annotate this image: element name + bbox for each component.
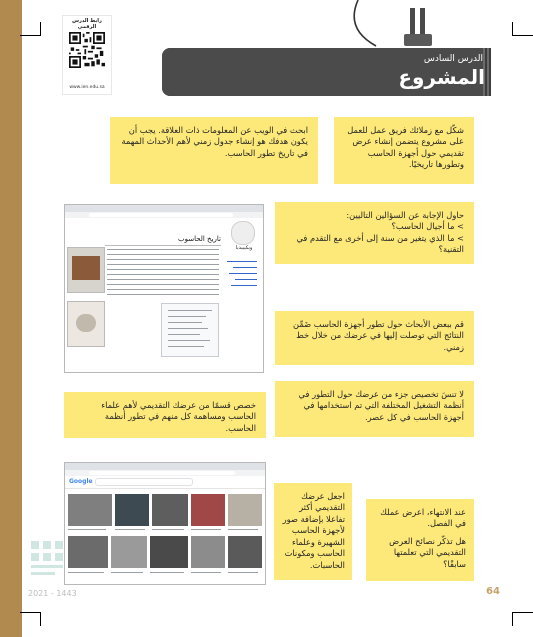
- result-image: [191, 494, 225, 526]
- result-image: [68, 536, 108, 568]
- note-interactive: اجعل عرضك التقديمي أكثر تفاعلا بإضافة صور لأجهزة الحاسب الشهيرة وعلماء الحاسب ومكونات الحاسبات.: [274, 483, 352, 580]
- note-questions: [275, 202, 474, 264]
- question-generations: > ما أجيال الحاسب؟: [391, 221, 464, 232]
- note-research-web: ابحث في الويب عن المعلومات ذات العلاقة. يجب أن يكون هدفك هو إنشاء جدول زمني لأهم الأحداث المهمة في تاريخ تطور الحاسب.: [110, 117, 318, 184]
- page-number: 64: [486, 586, 500, 597]
- crop-mark: [20, 35, 40, 36]
- lesson-number: الدرس السادس: [423, 54, 483, 64]
- google-images-screenshot: [64, 462, 266, 585]
- note-timeline: قم ببعض الأبحاث حول تطور أجهزة الحاسب ضَمِّن النتائج التي توصلت إليها في عرضك من خلال خط زمني.: [275, 311, 474, 365]
- crop-mark: [40, 612, 41, 626]
- google-logo: Google: [69, 478, 93, 485]
- digital-lesson-qr[interactable]: [62, 15, 112, 95]
- side-strip: [0, 0, 22, 637]
- ministry-logo-icon: [27, 537, 67, 585]
- edition-year: 2021 - 1443: [28, 589, 77, 598]
- result-image: [228, 494, 262, 526]
- note-operating-systems: لا تنسَ تخصيص جزء من عرضك حول التطور في أنظمة التشغيل المختلفة التي تم استخدامها في أجهزة الحاسب في كل عصر.: [275, 381, 474, 437]
- result-image: [191, 536, 225, 568]
- question-changes: > ما الذي يتغير من سنة إلى أخرى مع التقدم في التقنية؟: [296, 232, 464, 255]
- wikipedia-logo-text: ويكيبيديا: [235, 245, 253, 251]
- crop-mark: [40, 22, 41, 36]
- result-image: [150, 536, 188, 568]
- wikipedia-globe-icon: [231, 221, 255, 245]
- note-scientists: خصص قسمًا من عرضك التقديمي لأهم علماء الحاسب ومساهمة كل منهم في تطور أنظمة الحاسب.: [64, 392, 266, 438]
- result-image: [68, 494, 112, 526]
- table-of-contents: [161, 303, 219, 357]
- crop-mark: [513, 612, 533, 613]
- result-image: [152, 494, 188, 526]
- result-image: [115, 494, 149, 526]
- lesson-title: المشروع: [398, 65, 485, 89]
- questions-intro: حاول الإجابة عن السؤالين التاليين:: [346, 210, 464, 220]
- vintage-machine-image: [67, 247, 105, 293]
- note-present: عند الانتهاء، اعرض عملك في الفصل. هل تذكّر نصائح العرض التقديمي التي تعلمتها سابقًا؟: [366, 499, 474, 581]
- qr-title: رابط الدرس الرقمي: [72, 18, 102, 30]
- plug-cable-icon: [340, 0, 440, 50]
- qr-url: www.ien.edu.sa: [69, 85, 105, 90]
- result-image: [228, 536, 262, 568]
- result-image: [111, 536, 147, 568]
- wikipedia-screenshot: [64, 204, 264, 373]
- qr-code-icon: [69, 32, 105, 68]
- device-closeup-image: [67, 301, 105, 347]
- crop-mark: [513, 35, 533, 36]
- search-input: [95, 478, 193, 486]
- crop-mark: [512, 22, 513, 36]
- crop-mark: [512, 612, 513, 626]
- article-title: تاريخ الحاسوب: [178, 235, 221, 243]
- note-team-project: شكّل مع زملائك فريق عمل للعمل على مشروع يتضمن إنشاء عرض تقديمي حول أجهزة الحاسب وتطورها تاريخيًا.: [334, 117, 474, 184]
- crop-mark: [20, 612, 40, 613]
